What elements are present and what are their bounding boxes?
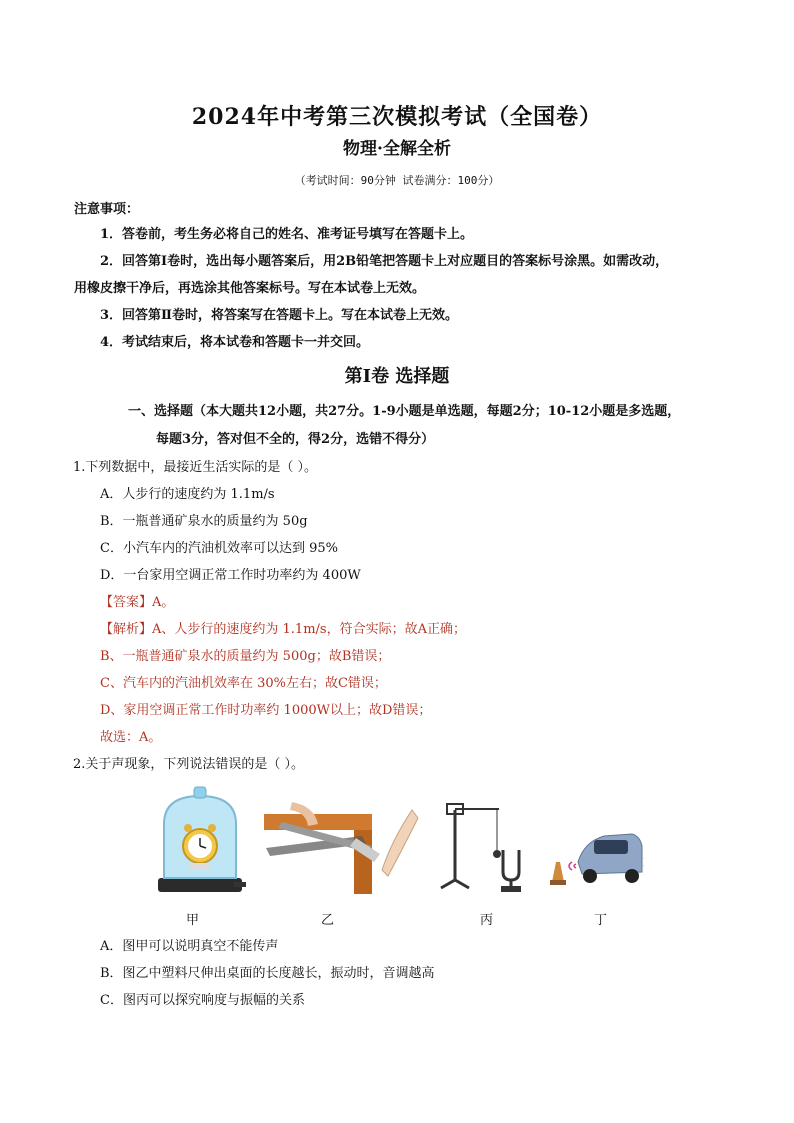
question-1-analysis: D、家用空调正常工作时功率约 1000W以上；故D错误； bbox=[100, 703, 432, 718]
question-2-option-b: B．图乙中塑料尺伸出桌面的长度越长，振动时，音调越高 bbox=[100, 966, 435, 981]
figure-caption-ding: 丁 bbox=[594, 913, 608, 928]
question-1-stem: 1.下列数据中，最接近生活实际的是（ ）。 bbox=[73, 460, 318, 475]
section-title: 第Ⅰ卷 选择题 bbox=[344, 366, 450, 387]
page-subtitle: 物理·全解全析 bbox=[343, 139, 451, 159]
figure-tuning-fork bbox=[437, 800, 537, 895]
question-2-option-a: A．图甲可以说明真空不能传声 bbox=[100, 939, 279, 954]
question-2-option-c: C．图丙可以探究响度与振幅的关系 bbox=[100, 993, 305, 1008]
question-1-answer: 【答案】A。 bbox=[100, 595, 175, 610]
notice-item: 1．答卷前，考生务必将自己的姓名、准考证号填写在答题卡上。 bbox=[100, 227, 474, 242]
figure-caption-bing: 丙 bbox=[480, 913, 494, 928]
question-1-analysis: C、汽车内的汽油机效率在 30%左右；故C错误； bbox=[100, 676, 387, 691]
notice-item: 4．考试结束后，将本试卷和答题卡一并交回。 bbox=[100, 335, 370, 350]
question-1-option-c: C．小汽车内的汽油机效率可以达到 95% bbox=[100, 541, 338, 556]
figure-ruler-table bbox=[262, 800, 422, 895]
figure-caption-jia: 甲 bbox=[186, 913, 200, 928]
question-1-conclusion: 故选：A。 bbox=[100, 730, 162, 745]
part-instructions-line1: 一、选择题（本大题共12小题，共27分。1-9小题是单选题，每题2分；10-12小题是多选题， bbox=[128, 404, 681, 419]
figure-bell-jar bbox=[150, 784, 250, 899]
question-1-option-d: D．一台家用空调正常工作时功率约为 400W bbox=[100, 568, 361, 583]
question-1-analysis: B、一瓶普通矿泉水的质量约为 500g；故B错误； bbox=[100, 649, 391, 664]
figure-car-sensor bbox=[548, 822, 644, 892]
page-title: 2024年中考第三次模拟考试（全国卷） bbox=[191, 104, 603, 130]
part-instructions-line2: 每题3分，答对但不全的，得2分，选错不得分） bbox=[156, 432, 435, 447]
exam-meta: （考试时间：90分钟 试卷满分：100分） bbox=[294, 174, 500, 187]
question-2-stem: 2.关于声现象，下列说法错误的是（ ）。 bbox=[73, 757, 305, 772]
notice-item: 3．回答第Ⅱ卷时，将答案写在答题卡上。写在本试卷上无效。 bbox=[100, 308, 459, 323]
question-1-option-a: A．人步行的速度约为 1.1m/s bbox=[100, 487, 275, 502]
notice-item-continued: 用橡皮擦干净后，再选涂其他答案标号。写在本试卷上无效。 bbox=[74, 281, 426, 296]
notice-heading: 注意事项： bbox=[74, 202, 140, 217]
notice-item: 2．回答第Ⅰ卷时，选出每小题答案后，用2B铅笔把答题卡上对应题目的答案标号涂黑。如需改动， bbox=[100, 254, 669, 269]
question-1-analysis: 【解析】A、人步行的速度约为 1.1m/s，符合实际；故A正确； bbox=[100, 622, 466, 637]
question-1-option-b: B．一瓶普通矿泉水的质量约为 50g bbox=[100, 514, 308, 529]
figure-caption-yi: 乙 bbox=[321, 913, 335, 928]
